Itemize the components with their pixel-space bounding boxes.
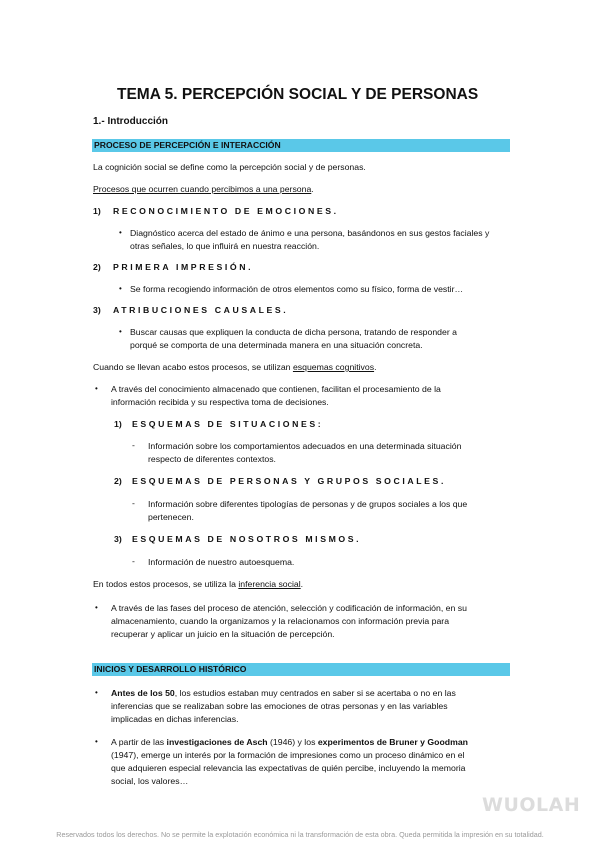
schema-text-line: Información de nuestro autoesquema. <box>148 557 295 567</box>
item-text-line: Diagnóstico acerca del estado de ánimo e una persona, basándonos en sus gestos faciales y <box>130 228 490 238</box>
definition-text: La cognición social se define como la percepción social y de personas. <box>93 162 366 172</box>
processes-link: Procesos que ocurren cuando percibimos a una persona <box>93 184 312 194</box>
history-year: (1947) <box>111 750 137 760</box>
history-bullet-2-line: que adquieren especial relevancia las expectativas de quién percibe, incluyendo la memoria <box>111 763 466 773</box>
bullet-icon: • <box>119 228 122 237</box>
inference-line <box>93 578 303 591</box>
history-bold: investigaciones de Asch <box>166 737 268 747</box>
section-bar-perception: PROCESO DE PERCEPCIÓN E INTERACCIÓN <box>92 139 510 152</box>
schema-text-line: Información sobre los comportamientos adecuados en una determinada situación <box>148 441 462 451</box>
schemas-line <box>93 361 377 374</box>
inference-prefix: En todos estos procesos, se utiliza la <box>93 579 239 589</box>
schema-number: 3) <box>114 534 122 544</box>
item-heading: PRIMERA IMPRESIÓN. <box>113 262 254 272</box>
bullet-icon: • <box>119 284 122 293</box>
dash-icon: - <box>132 556 135 566</box>
bullet-icon: • <box>95 384 98 393</box>
history-bullet-1-line: inferencias que se realizaban sobre las emociones de otras personas y en las variables <box>111 701 448 711</box>
item-number: 1) <box>93 206 101 216</box>
history-text: A partir de las <box>111 737 167 747</box>
history-bullet-1-line <box>111 687 456 700</box>
schema-heading: ESQUEMAS DE NOSOTROS MISMOS. <box>132 534 362 544</box>
item-text-line: Buscar causas que expliquen la conducta de dicha persona, tratando de responder a <box>130 327 457 337</box>
history-bullet-2-line: social, los valores… <box>111 776 189 786</box>
history-text: , los estudios estaban muy centrados en saber si se acertaba o no en las <box>174 688 456 698</box>
schemas-link: esquemas cognitivos <box>292 362 375 372</box>
schemas-suffix: . <box>374 362 377 372</box>
schema-text-line: respecto de diferentes contextos. <box>148 454 276 464</box>
schema-heading: ESQUEMAS DE PERSONAS Y GRUPOS SOCIALES. <box>132 476 446 486</box>
history-bold: Antes de los 50 <box>111 688 175 698</box>
schema-text-line: pertenecen. <box>148 512 194 522</box>
schema-text-line: Información sobre diferentes tipologías de personas y de grupos sociales a los que <box>148 499 468 509</box>
item-number: 2) <box>93 262 101 272</box>
history-text: (1946) y los <box>267 737 318 747</box>
inference-link: inferencia social <box>238 579 301 589</box>
section-bar-history: INICIOS Y DESARROLLO HISTÓRICO <box>92 663 510 676</box>
inference-bullet-line: recuperar y aplicar un juicio en la situación de percepción. <box>111 629 335 639</box>
dash-icon: - <box>132 498 135 508</box>
history-bold: experimentos de Bruner y Goodman <box>317 737 468 747</box>
page-title: TEMA 5. PERCEPCIÓN SOCIAL Y DE PERSONAS <box>117 86 479 103</box>
copyright-footer: Reservados todos los derechos. No se permite la explotación económica ni la transformación de esta obra. Queda permitida la impresión en su totalidad. <box>56 830 544 839</box>
intro-heading: 1.- Introducción <box>93 116 168 127</box>
bullet-icon: • <box>95 688 98 697</box>
processes-suffix: . <box>311 184 314 194</box>
inference-suffix: . <box>300 579 304 589</box>
schemas-bullet-line: A través del conocimiento almacenado que contienen, facilitan el procesamiento de la <box>111 384 441 394</box>
schema-number: 1) <box>114 419 122 429</box>
history-text: , emerge un interés por la formación de impresiones como un proceso dinámico en el <box>136 750 465 760</box>
schema-heading: ESQUEMAS DE SITUACIONES: <box>132 419 324 429</box>
schema-number: 2) <box>114 476 122 486</box>
history-bullet-2-line <box>111 749 465 762</box>
wuolah-logo: WUOLAH <box>482 794 581 816</box>
schemas-bullet-line: información recibida y su respectiva toma de decisiones. <box>111 397 329 407</box>
item-number: 3) <box>93 305 101 315</box>
item-text-line: porqué se comporta de una determinada manera en una situación concreta. <box>130 340 423 350</box>
item-heading: RECONOCIMIENTO DE EMOCIONES. <box>113 206 339 216</box>
dash-icon: - <box>132 440 135 450</box>
item-heading: ATRIBUCIONES CAUSALES. <box>113 305 289 315</box>
bullet-icon: • <box>95 603 98 612</box>
item-text-line: Se forma recogiendo información de otros elementos como su físico, forma de vestir… <box>130 284 464 294</box>
history-bullet-2-line <box>111 736 468 749</box>
bullet-icon: • <box>119 327 122 336</box>
inference-bullet-line: almacenamiento, cuando la organizamos y la relacionamos con información previa para <box>111 616 450 626</box>
inference-bullet-line: A través de las fases del proceso de atención, selección y codificación de información, en su <box>111 603 467 613</box>
history-bullet-1-line: implicadas en dichas inferencias. <box>111 714 239 724</box>
bullet-icon: • <box>95 737 98 746</box>
item-text-line: otras señales, lo que influirá en nuestra reacción. <box>130 241 320 251</box>
schemas-prefix: Cuando se llevan acabo estos procesos, se utilizan <box>93 362 293 372</box>
processes-line <box>93 183 314 196</box>
